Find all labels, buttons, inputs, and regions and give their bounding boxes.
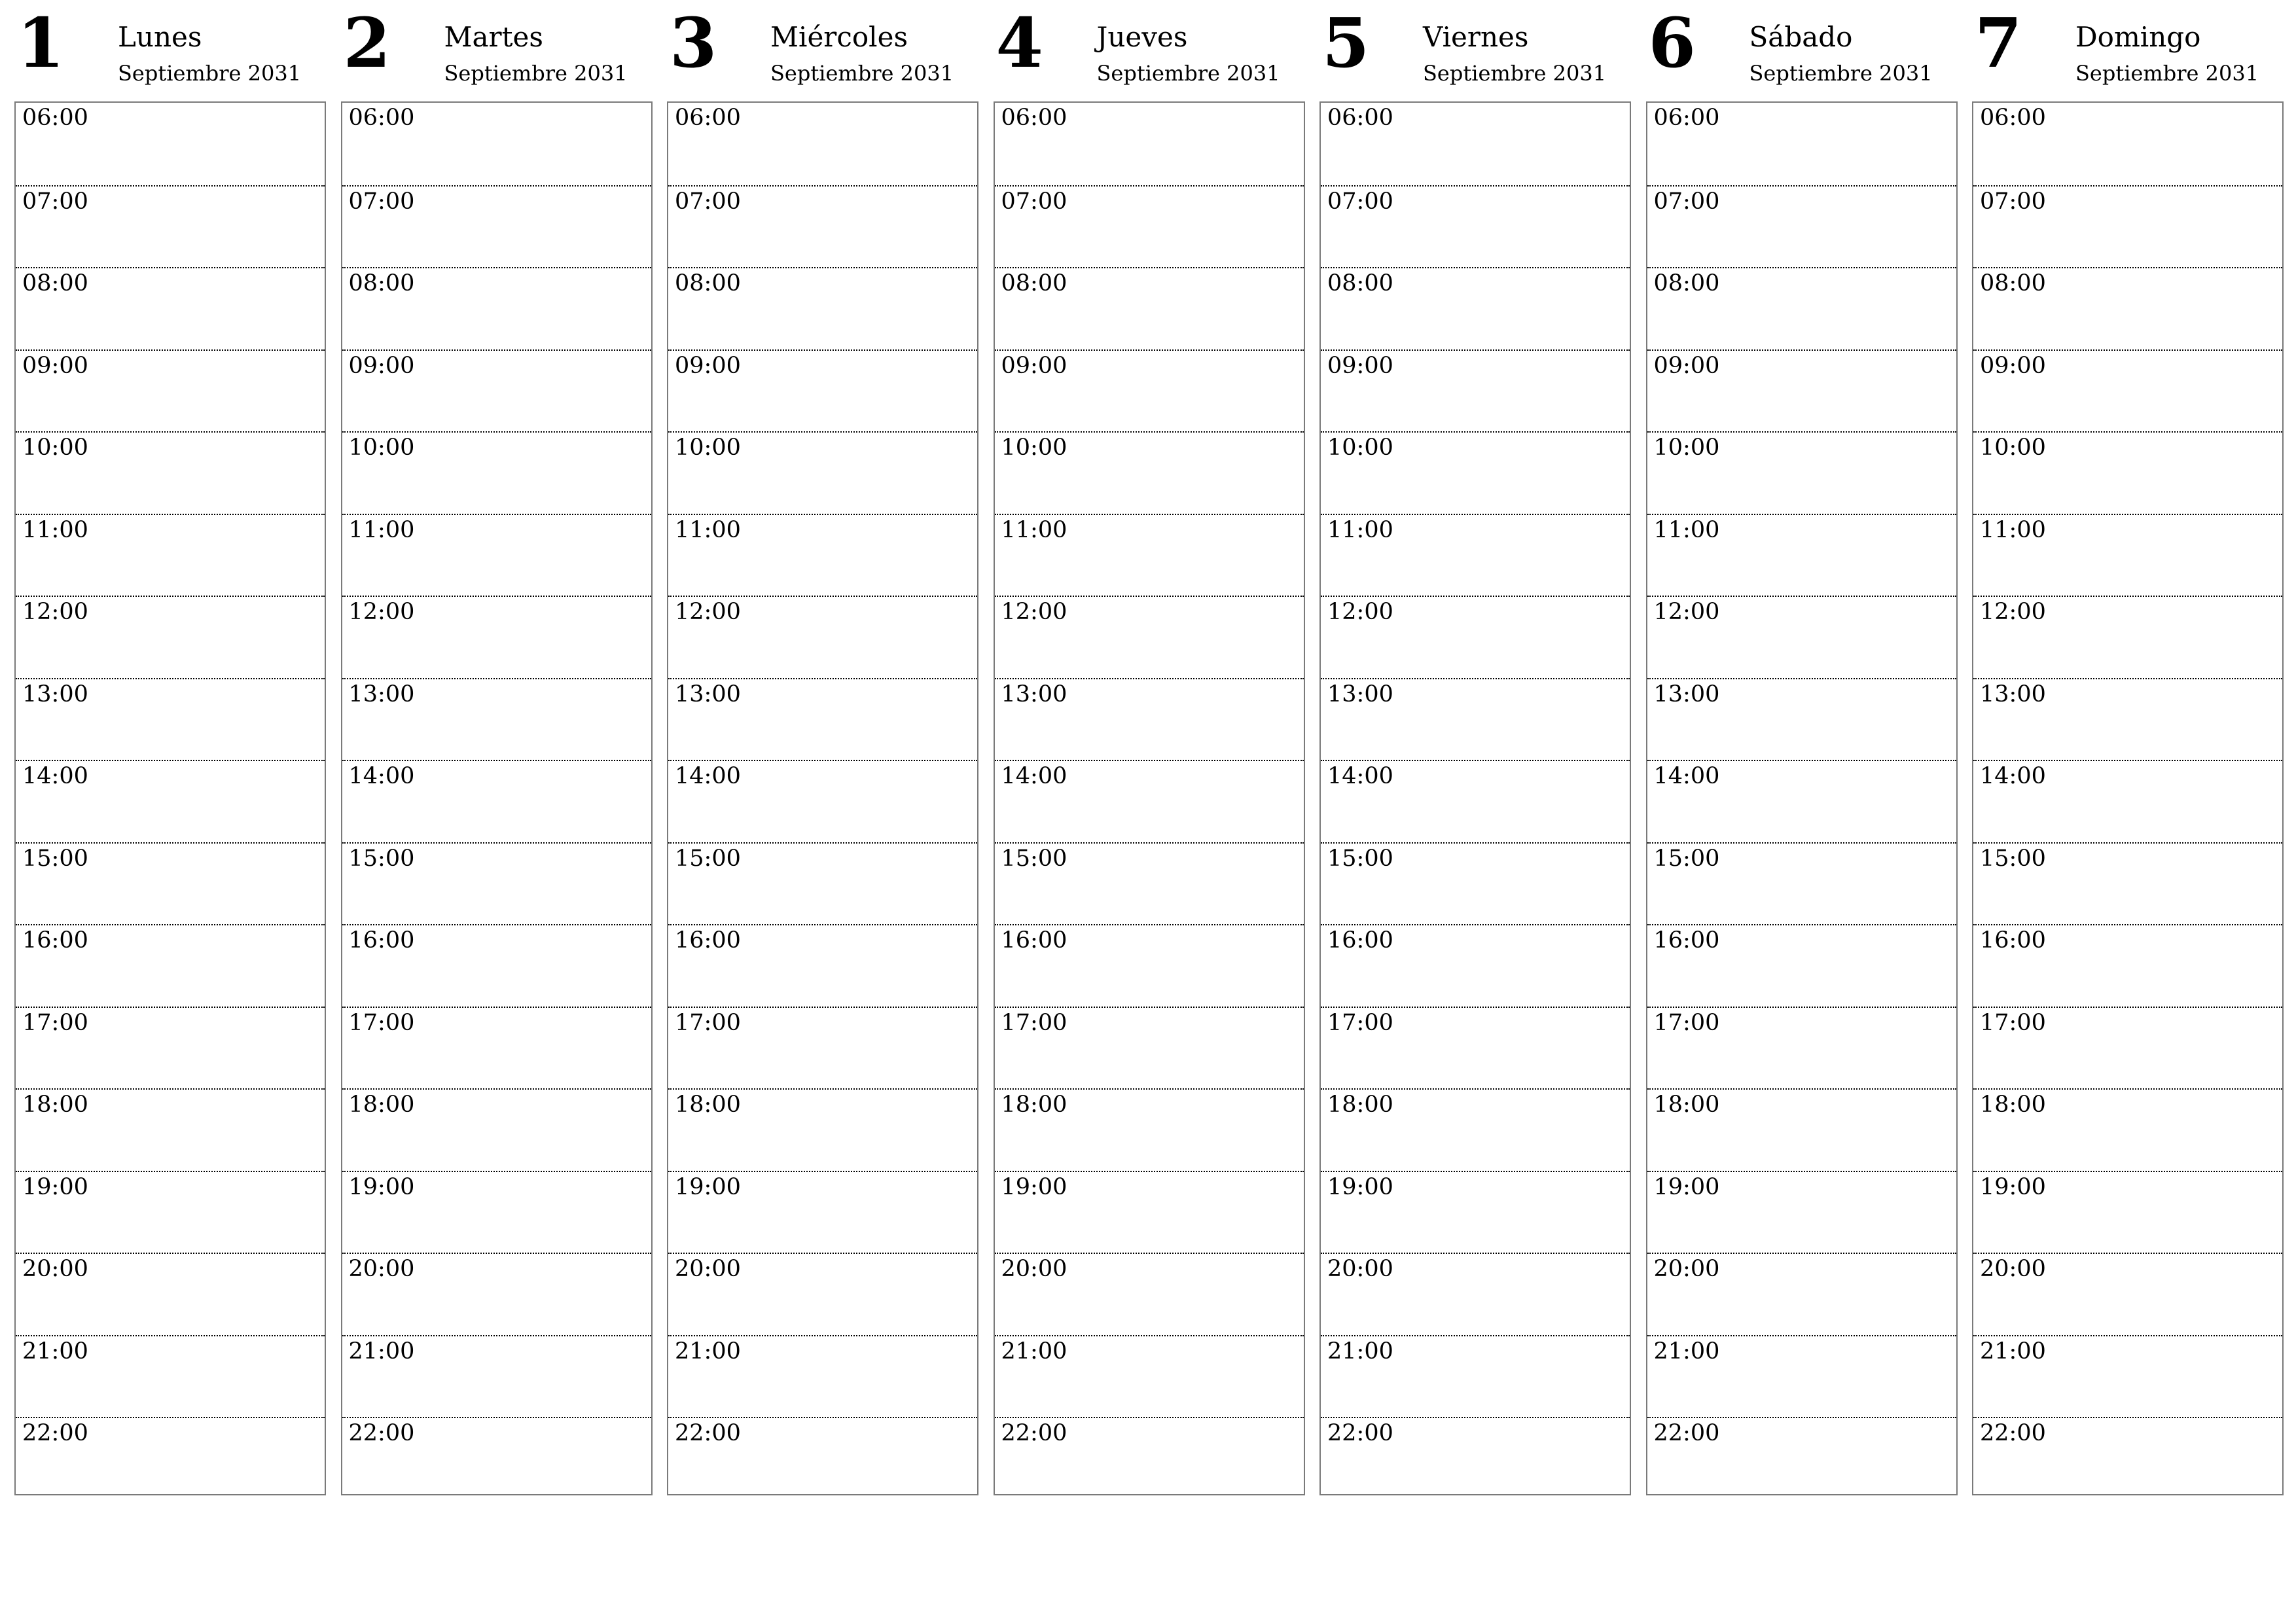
day-month: Septiembre 2031 (770, 61, 954, 86)
time-slot[interactable] (995, 924, 1304, 1007)
time-label: 14:00 (675, 763, 741, 789)
time-slot[interactable] (16, 678, 325, 760)
time-slot[interactable] (668, 1171, 977, 1253)
time-label: 19:00 (1001, 1173, 1067, 1200)
time-label: 21:00 (1653, 1338, 1720, 1364)
time-slot[interactable] (668, 103, 977, 185)
time-label: 22:00 (22, 1420, 88, 1446)
time-label: 10:00 (1001, 435, 1067, 461)
time-label: 22:00 (1980, 1420, 2046, 1446)
time-label: 08:00 (1980, 270, 2046, 296)
time-label: 17:00 (1980, 1009, 2046, 1036)
time-slot[interactable] (668, 185, 977, 268)
time-label: 15:00 (1001, 845, 1067, 872)
time-slot[interactable] (342, 760, 651, 842)
time-slot[interactable] (1321, 103, 1630, 185)
time-slot[interactable] (668, 1007, 977, 1089)
time-slot[interactable] (995, 1088, 1304, 1171)
time-slot[interactable] (342, 1007, 651, 1089)
time-label: 19:00 (348, 1173, 415, 1200)
time-label: 11:00 (675, 516, 741, 543)
time-slot[interactable] (668, 267, 977, 349)
day-number: 5 (1322, 3, 1370, 83)
day-month: Septiembre 2031 (444, 61, 628, 86)
time-slot[interactable] (16, 349, 325, 432)
time-label: 09:00 (22, 352, 88, 379)
time-grid (1972, 101, 2284, 1495)
time-slot[interactable] (16, 596, 325, 678)
time-slot[interactable] (16, 1417, 325, 1499)
time-slot[interactable] (995, 1171, 1304, 1253)
time-slot[interactable] (342, 678, 651, 760)
time-label: 18:00 (1980, 1092, 2046, 1118)
day-name: Sábado (1749, 21, 1853, 53)
time-slot[interactable] (995, 514, 1304, 596)
time-slot[interactable] (1973, 1007, 2282, 1089)
time-label: 16:00 (675, 927, 741, 954)
day-column (1319, 0, 1634, 1446)
time-slot[interactable] (1321, 1335, 1630, 1418)
time-slot[interactable] (1647, 267, 1956, 349)
time-label: 15:00 (1327, 845, 1393, 872)
time-label: 09:00 (1653, 352, 1720, 379)
time-label: 10:00 (348, 435, 415, 461)
time-label: 20:00 (1001, 1256, 1067, 1282)
time-slot[interactable] (16, 1335, 325, 1418)
day-column (994, 0, 1308, 1446)
time-slot[interactable] (342, 349, 651, 432)
time-slot[interactable] (342, 1171, 651, 1253)
time-slot[interactable] (995, 1253, 1304, 1335)
time-label: 22:00 (1001, 1420, 1067, 1446)
day-column (1646, 0, 1960, 1446)
time-slot[interactable] (1321, 596, 1630, 678)
time-label: 19:00 (1327, 1173, 1393, 1200)
time-slot[interactable] (1973, 514, 2282, 596)
time-grid (994, 101, 1305, 1495)
time-slot[interactable] (1973, 185, 2282, 268)
time-label: 07:00 (675, 188, 741, 215)
time-label: 15:00 (22, 845, 88, 872)
time-label: 20:00 (22, 1256, 88, 1282)
time-label: 06:00 (22, 105, 88, 131)
time-label: 17:00 (1653, 1009, 1720, 1036)
time-grid (1646, 101, 1958, 1495)
time-slot[interactable] (1973, 1253, 2282, 1335)
time-label: 17:00 (675, 1009, 741, 1036)
time-label: 09:00 (1001, 352, 1067, 379)
time-label: 14:00 (1327, 763, 1393, 789)
time-slot[interactable] (1647, 1335, 1956, 1418)
time-label: 13:00 (348, 681, 415, 707)
time-slot[interactable] (668, 924, 977, 1007)
time-slot[interactable] (1973, 842, 2282, 925)
day-name: Viernes (1423, 21, 1529, 53)
time-slot[interactable] (1321, 924, 1630, 1007)
time-slot[interactable] (995, 349, 1304, 432)
time-slot[interactable] (995, 596, 1304, 678)
time-slot[interactable] (995, 431, 1304, 514)
time-grid (14, 101, 326, 1495)
time-label: 16:00 (348, 927, 415, 954)
time-slot[interactable] (342, 267, 651, 349)
time-slot[interactable] (995, 842, 1304, 925)
time-slot[interactable] (995, 267, 1304, 349)
time-slot[interactable] (16, 514, 325, 596)
time-label: 10:00 (22, 435, 88, 461)
time-label: 16:00 (1653, 927, 1720, 954)
day-month: Septiembre 2031 (1096, 61, 1280, 86)
time-slot[interactable] (16, 103, 325, 185)
time-slot[interactable] (668, 1088, 977, 1171)
time-label: 19:00 (1653, 1173, 1720, 1200)
time-label: 06:00 (675, 105, 741, 131)
time-label: 07:00 (1001, 188, 1067, 215)
time-label: 10:00 (1327, 435, 1393, 461)
time-label: 21:00 (22, 1338, 88, 1364)
time-label: 22:00 (348, 1420, 415, 1446)
time-slot[interactable] (342, 185, 651, 268)
time-label: 07:00 (1980, 188, 2046, 215)
time-slot[interactable] (16, 267, 325, 349)
time-label: 12:00 (1327, 599, 1393, 625)
time-label: 18:00 (1001, 1092, 1067, 1118)
time-label: 11:00 (1980, 516, 2046, 543)
time-label: 19:00 (22, 1173, 88, 1200)
time-label: 08:00 (1001, 270, 1067, 296)
day-month: Septiembre 2031 (1749, 61, 1933, 86)
day-month: Septiembre 2031 (1423, 61, 1607, 86)
time-label: 20:00 (348, 1256, 415, 1282)
time-slot[interactable] (1973, 596, 2282, 678)
time-label: 16:00 (22, 927, 88, 954)
time-slot[interactable] (668, 1253, 977, 1335)
time-label: 07:00 (1327, 188, 1393, 215)
time-label: 13:00 (1327, 681, 1393, 707)
time-label: 09:00 (1980, 352, 2046, 379)
time-slot[interactable] (1321, 431, 1630, 514)
time-label: 20:00 (675, 1256, 741, 1282)
time-slot[interactable] (995, 760, 1304, 842)
time-label: 12:00 (1980, 599, 2046, 625)
time-label: 09:00 (675, 352, 741, 379)
time-slot[interactable] (995, 103, 1304, 185)
time-label: 21:00 (1001, 1338, 1067, 1364)
time-slot[interactable] (668, 678, 977, 760)
time-label: 13:00 (675, 681, 741, 707)
time-label: 18:00 (22, 1092, 88, 1118)
time-slot[interactable] (668, 842, 977, 925)
time-slot[interactable] (342, 1335, 651, 1418)
day-header (667, 0, 981, 101)
time-grid (1319, 101, 1631, 1495)
time-slot[interactable] (995, 1417, 1304, 1499)
time-label: 10:00 (675, 435, 741, 461)
time-slot[interactable] (995, 678, 1304, 760)
day-column (341, 0, 655, 1446)
day-number: 2 (343, 3, 391, 83)
time-label: 08:00 (348, 270, 415, 296)
time-slot[interactable] (1647, 185, 1956, 268)
time-slot[interactable] (1321, 349, 1630, 432)
time-slot[interactable] (1973, 1088, 2282, 1171)
day-number: 4 (996, 3, 1043, 83)
time-slot[interactable] (1321, 1088, 1630, 1171)
time-slot[interactable] (1647, 1417, 1956, 1499)
time-label: 10:00 (1653, 435, 1720, 461)
time-slot[interactable] (16, 1253, 325, 1335)
time-label: 14:00 (348, 763, 415, 789)
time-slot[interactable] (1973, 267, 2282, 349)
time-label: 06:00 (1001, 105, 1067, 131)
day-name: Martes (444, 21, 543, 53)
time-slot[interactable] (668, 1335, 977, 1418)
time-slot[interactable] (16, 1088, 325, 1171)
time-label: 15:00 (1653, 845, 1720, 872)
time-label: 11:00 (1327, 516, 1393, 543)
time-label: 22:00 (675, 1420, 741, 1446)
time-label: 21:00 (348, 1338, 415, 1364)
time-label: 17:00 (22, 1009, 88, 1036)
time-slot[interactable] (1973, 924, 2282, 1007)
time-slot[interactable] (1647, 1171, 1956, 1253)
day-header (341, 0, 655, 101)
time-label: 16:00 (1327, 927, 1393, 954)
time-slot[interactable] (16, 431, 325, 514)
time-slot[interactable] (1647, 103, 1956, 185)
time-label: 13:00 (1001, 681, 1067, 707)
time-label: 14:00 (1653, 763, 1720, 789)
time-slot[interactable] (1973, 431, 2282, 514)
time-slot[interactable] (995, 1007, 1304, 1089)
day-header (14, 0, 329, 101)
time-grid (667, 101, 978, 1495)
time-label: 11:00 (348, 516, 415, 543)
time-label: 06:00 (1653, 105, 1720, 131)
time-slot[interactable] (1321, 1171, 1630, 1253)
time-slot[interactable] (16, 924, 325, 1007)
time-slot[interactable] (1321, 678, 1630, 760)
day-number: 3 (670, 3, 717, 83)
day-header (994, 0, 1308, 101)
time-slot[interactable] (1647, 1253, 1956, 1335)
time-label: 08:00 (675, 270, 741, 296)
time-label: 06:00 (348, 105, 415, 131)
time-slot[interactable] (1647, 842, 1956, 925)
time-label: 12:00 (675, 599, 741, 625)
day-header (1972, 0, 2286, 101)
time-slot[interactable] (1321, 267, 1630, 349)
time-slot[interactable] (16, 760, 325, 842)
time-label: 20:00 (1980, 1256, 2046, 1282)
time-slot[interactable] (1321, 514, 1630, 596)
time-label: 08:00 (1327, 270, 1393, 296)
time-slot[interactable] (342, 1417, 651, 1499)
time-label: 09:00 (1327, 352, 1393, 379)
time-slot[interactable] (16, 1171, 325, 1253)
time-label: 18:00 (675, 1092, 741, 1118)
time-slot[interactable] (1321, 760, 1630, 842)
day-number: 6 (1648, 3, 1696, 83)
time-label: 12:00 (22, 599, 88, 625)
day-name: Miércoles (770, 21, 908, 53)
time-slot[interactable] (1647, 349, 1956, 432)
time-slot[interactable] (16, 185, 325, 268)
time-slot[interactable] (668, 349, 977, 432)
time-label: 15:00 (348, 845, 415, 872)
time-label: 08:00 (22, 270, 88, 296)
time-slot[interactable] (668, 596, 977, 678)
time-slot[interactable] (1973, 760, 2282, 842)
time-label: 08:00 (1653, 270, 1720, 296)
day-column (14, 0, 329, 1446)
time-label: 16:00 (1001, 927, 1067, 954)
time-label: 22:00 (1653, 1420, 1720, 1446)
time-slot[interactable] (1647, 760, 1956, 842)
day-column (667, 0, 981, 1446)
time-slot[interactable] (668, 1417, 977, 1499)
day-month: Septiembre 2031 (118, 61, 302, 86)
time-label: 12:00 (1653, 599, 1720, 625)
time-slot[interactable] (1973, 103, 2282, 185)
time-slot[interactable] (342, 1253, 651, 1335)
time-label: 17:00 (1327, 1009, 1393, 1036)
day-name: Domingo (2075, 21, 2201, 53)
time-slot[interactable] (1647, 1088, 1956, 1171)
time-label: 06:00 (1980, 105, 2046, 131)
time-slot[interactable] (1647, 514, 1956, 596)
day-number: 1 (17, 3, 65, 83)
time-label: 18:00 (1327, 1092, 1393, 1118)
time-label: 18:00 (1653, 1092, 1720, 1118)
time-label: 13:00 (22, 681, 88, 707)
time-slot[interactable] (1647, 1007, 1956, 1089)
time-slot[interactable] (1647, 431, 1956, 514)
day-number: 7 (1975, 3, 2022, 83)
time-label: 10:00 (1980, 435, 2046, 461)
time-slot[interactable] (1321, 1007, 1630, 1089)
time-slot[interactable] (1647, 596, 1956, 678)
time-label: 13:00 (1980, 681, 2046, 707)
time-slot[interactable] (1973, 349, 2282, 432)
time-slot[interactable] (342, 924, 651, 1007)
time-slot[interactable] (342, 103, 651, 185)
day-name: Jueves (1096, 21, 1188, 53)
time-label: 11:00 (22, 516, 88, 543)
time-label: 21:00 (1327, 1338, 1393, 1364)
time-slot[interactable] (668, 431, 977, 514)
time-slot[interactable] (1973, 678, 2282, 760)
day-header (1319, 0, 1634, 101)
time-label: 11:00 (1001, 516, 1067, 543)
time-slot[interactable] (1647, 678, 1956, 760)
time-slot[interactable] (1973, 1335, 2282, 1418)
time-label: 11:00 (1653, 516, 1720, 543)
time-slot[interactable] (1647, 924, 1956, 1007)
time-slot[interactable] (342, 431, 651, 514)
time-label: 13:00 (1653, 681, 1720, 707)
time-slot[interactable] (668, 514, 977, 596)
time-label: 07:00 (22, 188, 88, 215)
time-label: 19:00 (675, 1173, 741, 1200)
time-grid (341, 101, 653, 1495)
time-label: 20:00 (1327, 1256, 1393, 1282)
day-name: Lunes (118, 21, 202, 53)
time-slot[interactable] (995, 185, 1304, 268)
time-slot[interactable] (16, 1007, 325, 1089)
time-slot[interactable] (668, 760, 977, 842)
time-label: 17:00 (1001, 1009, 1067, 1036)
time-label: 18:00 (348, 1092, 415, 1118)
time-slot[interactable] (1973, 1171, 2282, 1253)
time-label: 09:00 (348, 352, 415, 379)
time-slot[interactable] (1321, 1253, 1630, 1335)
time-label: 14:00 (1001, 763, 1067, 789)
time-label: 22:00 (1327, 1420, 1393, 1446)
time-label: 21:00 (1980, 1338, 2046, 1364)
day-month: Septiembre 2031 (2075, 61, 2259, 86)
time-slot[interactable] (1973, 1417, 2282, 1499)
time-label: 07:00 (348, 188, 415, 215)
time-label: 15:00 (1980, 845, 2046, 872)
time-label: 14:00 (1980, 763, 2046, 789)
day-header (1646, 0, 1960, 101)
time-label: 14:00 (22, 763, 88, 789)
time-label: 20:00 (1653, 1256, 1720, 1282)
time-slot[interactable] (342, 842, 651, 925)
time-slot[interactable] (342, 1088, 651, 1171)
time-slot[interactable] (1321, 185, 1630, 268)
time-label: 07:00 (1653, 188, 1720, 215)
time-label: 15:00 (675, 845, 741, 872)
time-label: 21:00 (675, 1338, 741, 1364)
time-slot[interactable] (1321, 842, 1630, 925)
time-slot[interactable] (995, 1335, 1304, 1418)
time-slot[interactable] (342, 596, 651, 678)
time-slot[interactable] (1321, 1417, 1630, 1499)
time-slot[interactable] (342, 514, 651, 596)
time-label: 06:00 (1327, 105, 1393, 131)
time-label: 16:00 (1980, 927, 2046, 954)
time-label: 12:00 (1001, 599, 1067, 625)
day-column (1972, 0, 2286, 1446)
time-label: 17:00 (348, 1009, 415, 1036)
time-label: 19:00 (1980, 1173, 2046, 1200)
time-slot[interactable] (16, 842, 325, 925)
time-label: 12:00 (348, 599, 415, 625)
